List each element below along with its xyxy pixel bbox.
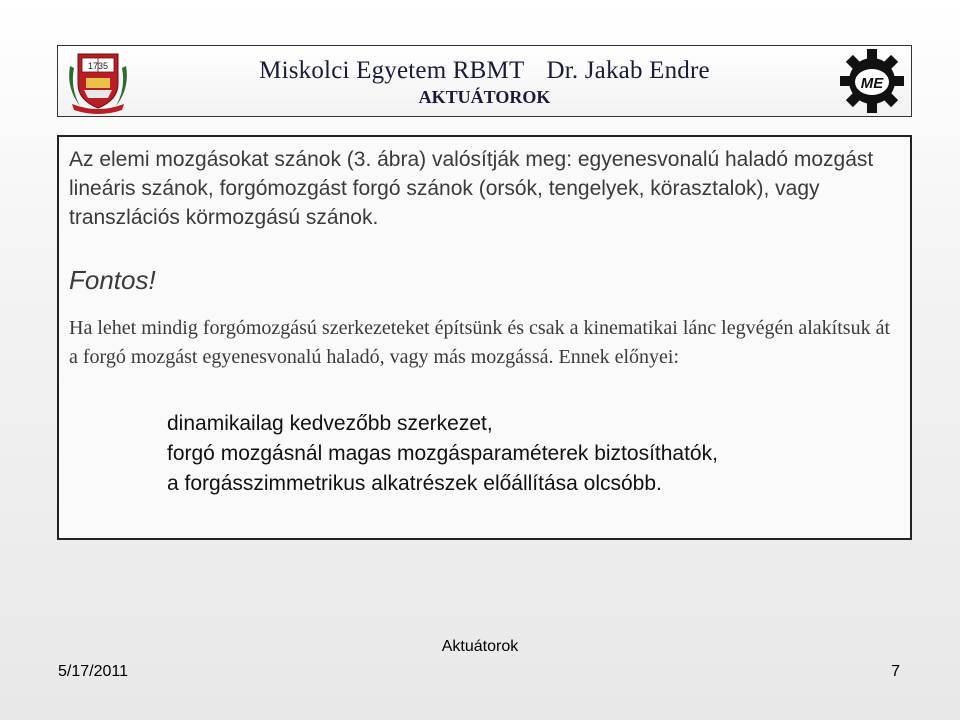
intro-paragraph: Az elemi mozgásokat szánok (3. ábra) valósítják meg: egyenesvonalú haladó mozgást lineáris szánok, forgómozgást forgó szánok (orsók, tengelyek, körasztalok), vagy transzlációs körmozgású szánok. <box>69 148 874 229</box>
university-name: Miskolci Egyetem RBMT <box>259 57 525 84</box>
author-name: Dr. Jakab Endre <box>546 57 710 84</box>
benefit-item: dinamikailag kedvezőbb szerkezet, <box>167 412 493 435</box>
me-gear-logo-icon <box>839 48 905 114</box>
content-box <box>57 135 912 540</box>
important-label: Fontos! <box>69 265 156 295</box>
header-subtitle: AKTUÁTOROK <box>418 87 551 107</box>
footer-title: Aktuátorok <box>441 638 519 655</box>
svg-text:ME: ME <box>860 75 884 92</box>
benefits-list <box>167 409 718 499</box>
svg-text:1735: 1735 <box>87 61 109 71</box>
footer-date: 5/17/2011 <box>58 663 128 680</box>
advice-paragraph: Ha lehet mindig forgómozgású szerkezeteket építsünk és csak a kinematikai lánc legvégén alakítsuk át a forgó mozgást egyenesvonalú haladó, vagy más mozgássá. Ennek előnyei: <box>69 317 891 368</box>
benefit-item: forgó mozgásnál magas mozgásparaméterek biztosíthatók, <box>167 442 718 465</box>
slide-header <box>57 45 912 117</box>
page-number: 7 <box>891 663 900 680</box>
benefit-item: a forgásszimmetrikus alkatrészek előállítása olcsóbb. <box>167 472 662 495</box>
header-title <box>58 57 911 85</box>
